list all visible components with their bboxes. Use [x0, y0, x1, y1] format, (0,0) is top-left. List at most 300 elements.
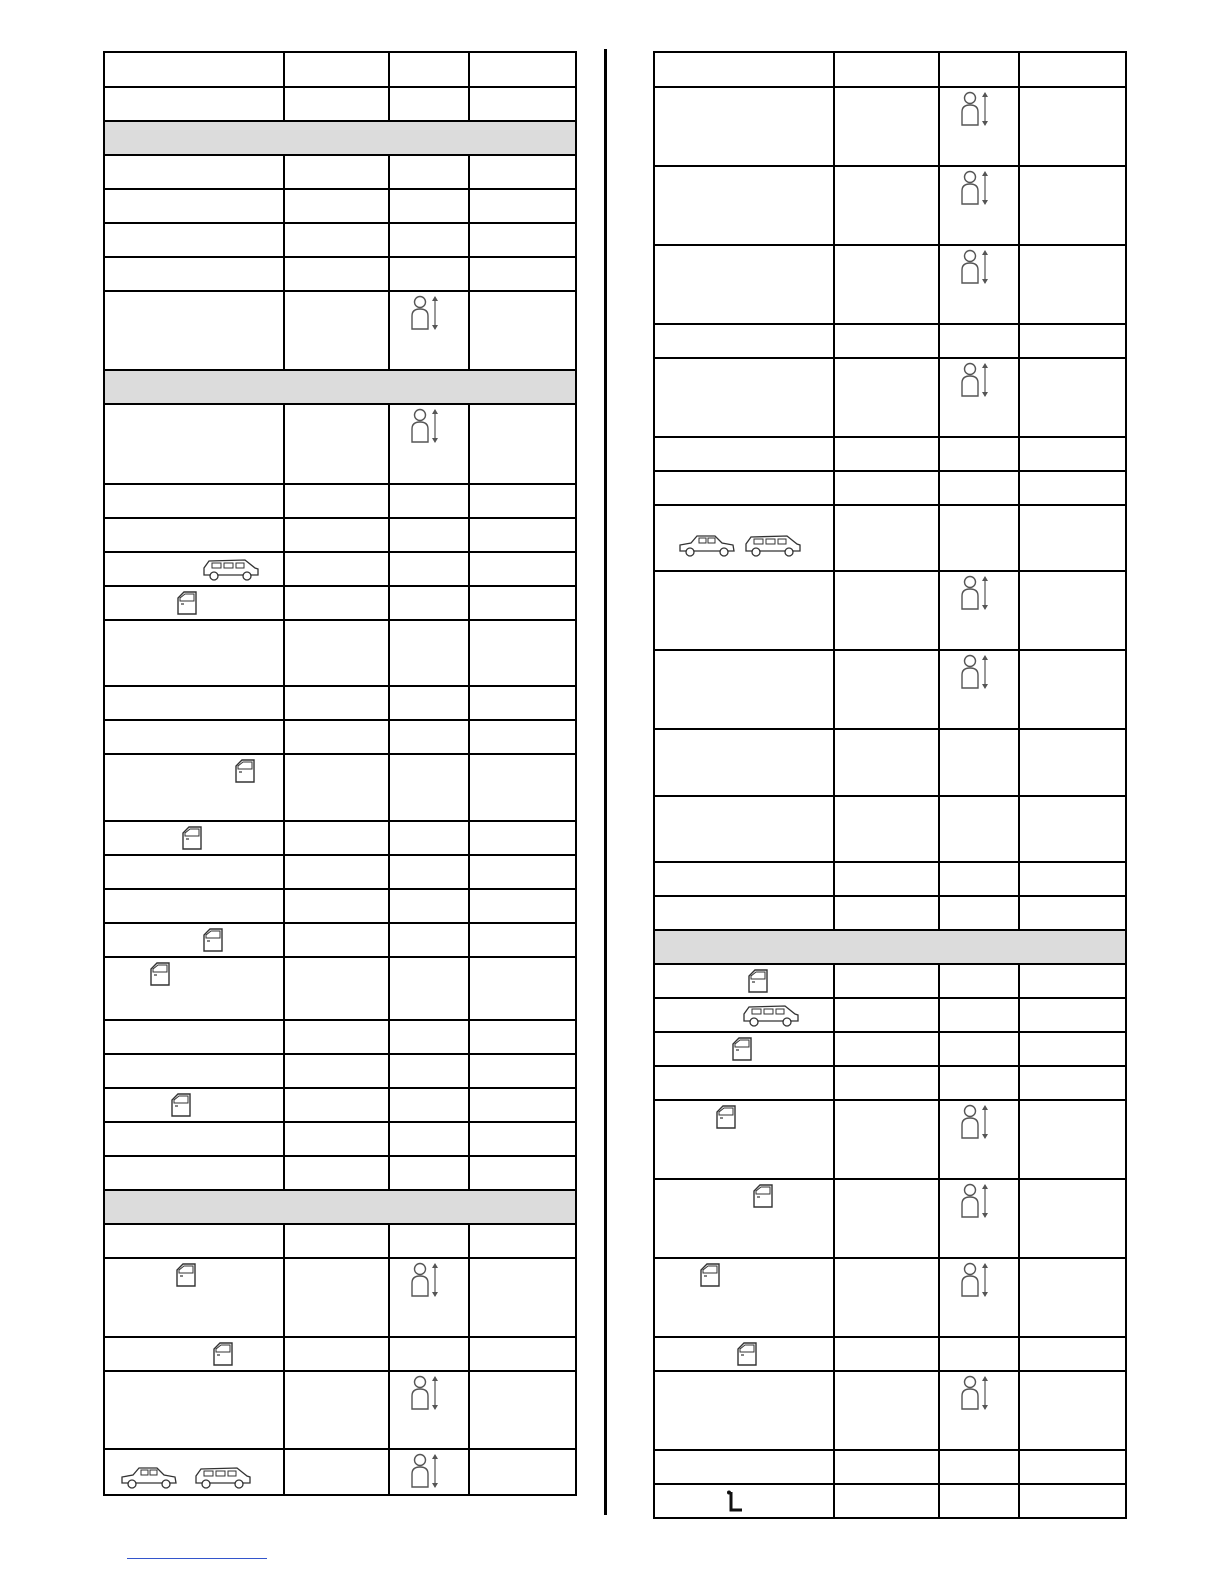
cell-col-2: [834, 166, 939, 245]
table-row: [654, 437, 1126, 471]
column-divider: [604, 49, 607, 1515]
person-height-icon: [960, 90, 990, 130]
table-row: [654, 166, 1126, 245]
cell-col-1: [654, 1032, 834, 1066]
person-height-icon: [960, 1103, 990, 1143]
cell-col-1: [104, 155, 284, 189]
table-row: [654, 52, 1126, 87]
cell-col-1: [654, 1484, 834, 1518]
person-height-icon: [410, 1374, 440, 1414]
person-height-icon: [960, 653, 990, 693]
cell-col-2: [834, 1484, 939, 1518]
cell-col-2: [834, 245, 939, 324]
cell-col-2: [284, 1449, 389, 1495]
cell-col-2: [284, 1020, 389, 1054]
cell-col-3: [389, 855, 469, 889]
cell-col-2: [834, 896, 939, 930]
table-row: [104, 291, 576, 370]
table-row: [654, 1371, 1126, 1450]
section-header-row: [104, 370, 576, 404]
station-wagon-icon: [193, 1464, 253, 1490]
cell-col-1: [104, 686, 284, 720]
cell-col-3: [389, 923, 469, 957]
cell-col-3: [939, 964, 1019, 998]
cell-col-4: [1019, 87, 1126, 166]
cell-col-3: [389, 586, 469, 620]
cell-col-4: [469, 889, 576, 923]
cell-col-3: [939, 1032, 1019, 1066]
cell-col-3: [939, 87, 1019, 166]
section-header-row: [104, 1190, 576, 1224]
cell-col-2: [834, 729, 939, 796]
cell-col-3: [939, 437, 1019, 471]
table-row: [104, 1371, 576, 1449]
cell-col-2: [834, 862, 939, 896]
table-row: [654, 1100, 1126, 1179]
table-row: [654, 998, 1126, 1032]
table-row: [104, 855, 576, 889]
cell-col-4: [1019, 1337, 1126, 1371]
cell-col-3: [939, 1484, 1019, 1518]
cell-col-3: [389, 1088, 469, 1122]
cell-col-4: [469, 518, 576, 552]
cell-col-4: [1019, 358, 1126, 437]
cell-col-1: [104, 291, 284, 370]
cell-col-2: [284, 1088, 389, 1122]
cell-col-3: [389, 720, 469, 754]
cell-col-3: [389, 223, 469, 257]
cell-col-4: [469, 821, 576, 855]
section-header-cell: [104, 121, 576, 155]
cell-col-1: [104, 1054, 284, 1088]
cell-col-1: [104, 720, 284, 754]
cell-col-2: [834, 796, 939, 862]
cell-col-1: [654, 1066, 834, 1100]
cell-col-1: [104, 223, 284, 257]
table-row: [104, 52, 576, 87]
cell-col-4: [469, 620, 576, 686]
cell-col-1: [104, 855, 284, 889]
cell-col-2: [834, 1371, 939, 1450]
person-height-icon: [960, 1182, 990, 1222]
cell-col-3: [939, 1179, 1019, 1258]
table-row: [104, 484, 576, 518]
cell-col-1: [104, 1156, 284, 1190]
person-height-icon: [410, 1452, 440, 1492]
cell-col-1: [104, 87, 284, 121]
cell-col-2: [284, 821, 389, 855]
table-row: [104, 404, 576, 484]
table-row: [654, 1258, 1126, 1337]
cell-col-4: [1019, 964, 1126, 998]
cell-col-4: [1019, 52, 1126, 87]
cell-col-4: [1019, 650, 1126, 729]
door-icon: [715, 1104, 737, 1130]
door-icon: [699, 1262, 721, 1288]
table-row: [654, 862, 1126, 896]
cell-col-1: [654, 571, 834, 650]
cell-col-1: [654, 729, 834, 796]
door-icon: [234, 758, 256, 784]
cell-col-1: [654, 964, 834, 998]
cell-col-1: [104, 1020, 284, 1054]
cell-col-2: [284, 52, 389, 87]
cell-col-2: [284, 1224, 389, 1258]
table-row: [654, 358, 1126, 437]
cell-col-1: [654, 324, 834, 358]
cell-col-3: [939, 1371, 1019, 1450]
cell-col-2: [284, 855, 389, 889]
cell-col-2: [834, 1258, 939, 1337]
cell-col-1: [654, 896, 834, 930]
cell-col-2: [834, 471, 939, 505]
station-wagon-icon: [741, 1002, 801, 1028]
table-row: [104, 1224, 576, 1258]
cell-col-3: [389, 257, 469, 291]
door-icon: [181, 825, 203, 851]
cell-col-1: [654, 650, 834, 729]
cell-col-3: [939, 245, 1019, 324]
cell-col-2: [284, 1054, 389, 1088]
cell-col-4: [469, 1337, 576, 1371]
table-row: [104, 1020, 576, 1054]
cell-col-1: [104, 1088, 284, 1122]
table-row: [654, 964, 1126, 998]
cell-col-2: [834, 964, 939, 998]
cell-col-2: [284, 1156, 389, 1190]
cell-col-4: [469, 155, 576, 189]
cell-col-3: [389, 889, 469, 923]
cell-col-1: [654, 166, 834, 245]
station-wagon-icon: [743, 532, 803, 558]
section-header-cell: [104, 370, 576, 404]
person-height-icon: [960, 1261, 990, 1301]
door-icon: [731, 1036, 753, 1062]
cell-col-1: [104, 889, 284, 923]
cell-col-4: [469, 1122, 576, 1156]
left-spec-table: [103, 51, 577, 1496]
cell-col-3: [389, 620, 469, 686]
cell-col-4: [469, 552, 576, 586]
cell-col-4: [469, 223, 576, 257]
cell-col-4: [1019, 1066, 1126, 1100]
cell-col-4: [469, 1054, 576, 1088]
cell-col-2: [834, 87, 939, 166]
cell-col-3: [939, 1337, 1019, 1371]
cell-col-1: [654, 471, 834, 505]
cell-col-2: [284, 923, 389, 957]
cell-col-2: [834, 1337, 939, 1371]
table-row: [104, 223, 576, 257]
cell-col-2: [284, 484, 389, 518]
table-row: [104, 686, 576, 720]
door-icon: [170, 1092, 192, 1118]
cell-col-4: [469, 1371, 576, 1449]
cell-col-4: [469, 1156, 576, 1190]
cell-col-4: [1019, 998, 1126, 1032]
cell-col-2: [834, 437, 939, 471]
cell-col-4: [469, 291, 576, 370]
cell-col-3: [389, 1337, 469, 1371]
cell-col-2: [284, 404, 389, 484]
cell-col-3: [939, 896, 1019, 930]
cell-col-3: [389, 821, 469, 855]
cell-col-3: [389, 155, 469, 189]
cell-col-4: [1019, 1258, 1126, 1337]
cell-col-3: [939, 324, 1019, 358]
cell-col-3: [939, 1450, 1019, 1484]
section-header-cell: [654, 930, 1126, 964]
cell-col-1: [104, 552, 284, 586]
cell-col-3: [939, 571, 1019, 650]
table-row: [654, 650, 1126, 729]
cell-col-2: [834, 650, 939, 729]
door-icon: [736, 1341, 758, 1367]
table-row: [654, 324, 1126, 358]
cell-col-1: [104, 586, 284, 620]
person-height-icon: [960, 574, 990, 614]
cell-col-1: [654, 1337, 834, 1371]
cell-col-2: [834, 358, 939, 437]
cell-col-4: [469, 957, 576, 1020]
cell-col-3: [389, 52, 469, 87]
cell-col-2: [834, 1450, 939, 1484]
cell-col-2: [284, 189, 389, 223]
cell-col-4: [469, 1088, 576, 1122]
door-icon: [176, 590, 198, 616]
cell-col-2: [284, 257, 389, 291]
cell-col-1: [104, 1337, 284, 1371]
sedan-icon: [677, 532, 737, 558]
cell-col-3: [389, 957, 469, 1020]
cell-col-1: [654, 505, 834, 571]
cell-col-4: [469, 686, 576, 720]
cell-col-4: [1019, 1484, 1126, 1518]
door-icon: [175, 1262, 197, 1288]
table-row: [654, 245, 1126, 324]
cell-col-2: [834, 1032, 939, 1066]
cell-col-1: [654, 437, 834, 471]
person-height-icon: [410, 1261, 440, 1301]
cell-col-4: [469, 257, 576, 291]
section-header-row: [654, 930, 1126, 964]
cell-col-4: [469, 1020, 576, 1054]
cell-col-3: [939, 796, 1019, 862]
cell-col-2: [284, 889, 389, 923]
cell-col-1: [654, 87, 834, 166]
table-row: [104, 87, 576, 121]
person-height-icon: [410, 407, 440, 447]
cell-col-3: [939, 505, 1019, 571]
cell-col-3: [389, 754, 469, 821]
person-height-icon: [960, 169, 990, 209]
cell-col-4: [1019, 862, 1126, 896]
table-row: [104, 586, 576, 620]
door-icon: [212, 1341, 234, 1367]
cell-col-4: [1019, 1032, 1126, 1066]
cell-col-4: [1019, 437, 1126, 471]
table-row: [654, 796, 1126, 862]
cell-col-2: [834, 1179, 939, 1258]
cell-col-4: [1019, 1100, 1126, 1179]
cell-col-3: [389, 189, 469, 223]
table-row: [654, 505, 1126, 571]
cell-col-4: [1019, 1179, 1126, 1258]
cell-col-2: [284, 754, 389, 821]
cell-col-4: [1019, 471, 1126, 505]
table-row: [654, 571, 1126, 650]
cell-col-2: [834, 505, 939, 571]
cell-col-1: [104, 484, 284, 518]
cell-col-1: [654, 998, 834, 1032]
cell-col-2: [834, 1066, 939, 1100]
cell-col-1: [104, 957, 284, 1020]
cell-col-1: [654, 862, 834, 896]
station-wagon-icon: [201, 556, 261, 582]
table-row: [104, 720, 576, 754]
table-row: [104, 1088, 576, 1122]
table-row: [104, 257, 576, 291]
table-row: [654, 896, 1126, 930]
table-row: [104, 552, 576, 586]
cell-col-4: [469, 754, 576, 821]
cell-col-3: [389, 518, 469, 552]
section-header-cell: [104, 1190, 576, 1224]
person-height-icon: [960, 1374, 990, 1414]
cell-col-3: [939, 998, 1019, 1032]
cell-col-3: [389, 552, 469, 586]
table-row: [104, 189, 576, 223]
table-row: [104, 1054, 576, 1088]
right-spec-table: [653, 51, 1127, 1519]
cell-col-2: [834, 1100, 939, 1179]
door-icon: [202, 927, 224, 953]
table-row: [104, 1449, 576, 1495]
table-row: [654, 1484, 1126, 1518]
person-height-icon: [960, 361, 990, 401]
table-row: [104, 155, 576, 189]
table-row: [104, 923, 576, 957]
cell-col-2: [284, 552, 389, 586]
cell-col-2: [834, 571, 939, 650]
cell-col-1: [104, 1258, 284, 1337]
table-row: [104, 1122, 576, 1156]
cell-col-1: [654, 1179, 834, 1258]
cell-col-3: [939, 166, 1019, 245]
cell-col-2: [284, 620, 389, 686]
table-row: [654, 1066, 1126, 1100]
cell-col-4: [469, 52, 576, 87]
cell-col-2: [284, 720, 389, 754]
cell-col-2: [284, 1122, 389, 1156]
cell-col-3: [389, 1371, 469, 1449]
cell-col-3: [389, 1156, 469, 1190]
cell-col-1: [654, 358, 834, 437]
cell-col-4: [1019, 1371, 1126, 1450]
cell-col-4: [469, 720, 576, 754]
cell-col-3: [939, 862, 1019, 896]
cell-col-3: [389, 1449, 469, 1495]
cell-col-2: [284, 1258, 389, 1337]
cell-col-4: [469, 189, 576, 223]
cell-col-4: [469, 586, 576, 620]
door-icon: [747, 968, 769, 994]
footer-link-underline: [127, 1558, 267, 1559]
cell-col-1: [104, 1371, 284, 1449]
cell-col-1: [104, 404, 284, 484]
table-row: [104, 889, 576, 923]
cell-col-1: [104, 52, 284, 87]
cell-col-3: [939, 1258, 1019, 1337]
cell-col-1: [104, 620, 284, 686]
cell-col-4: [469, 1258, 576, 1337]
door-icon: [752, 1183, 774, 1209]
cell-col-2: [284, 586, 389, 620]
cell-col-4: [469, 484, 576, 518]
cell-col-3: [939, 358, 1019, 437]
table-row: [104, 821, 576, 855]
cell-col-1: [654, 1100, 834, 1179]
cell-col-4: [469, 1449, 576, 1495]
cell-col-3: [389, 484, 469, 518]
cell-col-3: [389, 87, 469, 121]
cell-col-1: [104, 1122, 284, 1156]
cell-col-3: [939, 471, 1019, 505]
cell-col-2: [284, 518, 389, 552]
table-row: [104, 1258, 576, 1337]
cell-col-3: [939, 1066, 1019, 1100]
cell-col-1: [104, 1449, 284, 1495]
cell-col-3: [939, 729, 1019, 796]
cell-col-3: [389, 1258, 469, 1337]
table-row: [654, 87, 1126, 166]
cell-col-2: [284, 686, 389, 720]
cell-col-2: [834, 324, 939, 358]
cell-col-4: [1019, 729, 1126, 796]
cell-col-2: [284, 1337, 389, 1371]
cell-col-4: [469, 923, 576, 957]
cell-col-1: [104, 257, 284, 291]
table-row: [654, 1179, 1126, 1258]
table-row: [654, 729, 1126, 796]
door-icon: [149, 961, 171, 987]
cell-col-2: [284, 87, 389, 121]
seat-icon: [725, 1490, 745, 1514]
table-row: [104, 518, 576, 552]
cell-col-4: [1019, 324, 1126, 358]
table-row: [654, 1032, 1126, 1066]
cell-col-4: [1019, 1450, 1126, 1484]
table-row: [654, 471, 1126, 505]
cell-col-2: [284, 291, 389, 370]
cell-col-3: [389, 291, 469, 370]
table-row: [104, 754, 576, 821]
cell-col-4: [1019, 505, 1126, 571]
cell-col-4: [1019, 166, 1126, 245]
cell-col-2: [284, 155, 389, 189]
cell-col-4: [469, 87, 576, 121]
cell-col-2: [284, 1371, 389, 1449]
cell-col-3: [389, 1122, 469, 1156]
cell-col-1: [654, 1371, 834, 1450]
cell-col-3: [389, 1224, 469, 1258]
cell-col-1: [104, 821, 284, 855]
cell-col-2: [834, 52, 939, 87]
cell-col-1: [654, 1258, 834, 1337]
table-row: [104, 957, 576, 1020]
cell-col-3: [389, 1020, 469, 1054]
person-height-icon: [410, 294, 440, 334]
